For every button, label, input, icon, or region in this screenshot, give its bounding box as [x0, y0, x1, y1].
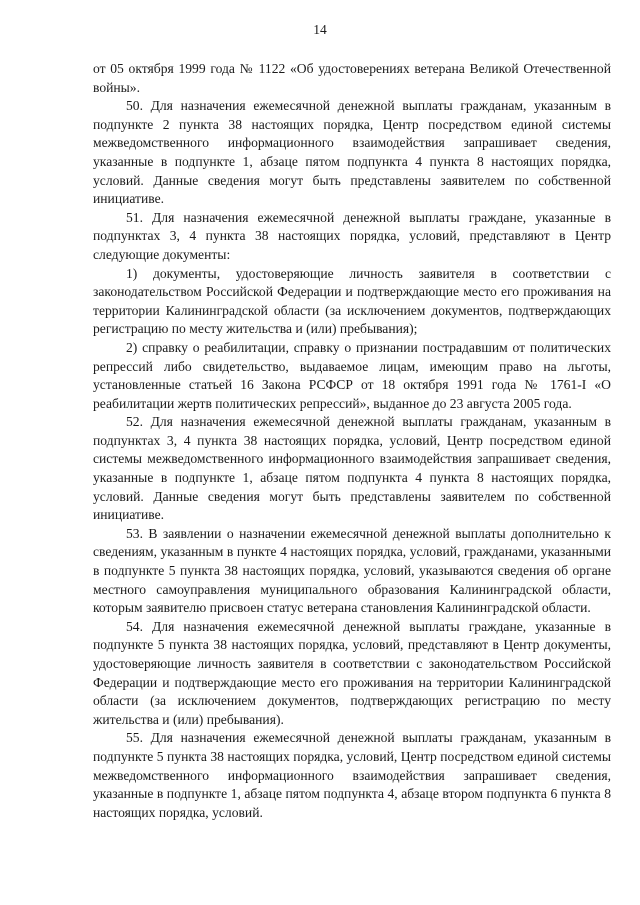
- paragraph-51: 51. Для назначения ежемесячной денежной выплаты граждане, указанные в подпунктах 3, 4 пункта 38 настоящих порядка, условий, представляют в Центр следующие документы:: [93, 209, 611, 262]
- page-number: 14: [313, 22, 327, 37]
- paragraph-50: 50. Для назначения ежемесячной денежной выплаты гражданам, указанным в подпункте 2 пункта 38 настоящих порядка, Центр посредством единой системы межведомственного информационного взаимодействия запрашивает сведения, указанные в подпункте 1, абзаце пятом подпункта 4 пункта 8 настоящих порядка, условий. Данные сведения могут быть представлены заявителем по собственной инициативе.: [93, 98, 611, 207]
- paragraph-55: 55. Для назначения ежемесячной денежной выплаты гражданам, указанным в подпункте 5 пункта 38 настоящих порядка, условий, Центр посредством единой системы межведомственного информационного взаимодействия запрашивает сведения, указанные в подпункте 1, абзаце пятом подпункта 4, абзаце втором подпункта 6 пункта 8 настоящих порядка, условий.: [93, 730, 611, 820]
- paragraph-51-item-1: 1) документы, удостоверяющие личность заявителя в соответствии с законодательством Российской Федерации и подтверждающие место его проживания на территории Калининградской области (за исключением документов, подтверждающих регистрацию по месту жительства и (или) пребывания);: [93, 265, 611, 337]
- paragraph-53: 53. В заявлении о назначении ежемесячной денежной выплаты дополнительно к сведениям, указанным в пункте 4 настоящих порядка, условий, гражданами, указанными в подпункте 5 пункта 38 настоящих порядка, условий, указываются сведения об органе местного самоуправления муниципального образования Калининградской области, которым заявителю присвоен статус ветерана становления Калининградской области.: [93, 525, 611, 616]
- paragraph-51-item-2: 2) справку о реабилитации, справку о признании пострадавшим от политических репрессий либо свидетельство, выдаваемое лицам, имеющим право на льготы, установленные статьей 16 Закона РСФСР от 18 октября 1991 года № 1761-I «О реабилитации жертв политических репрессий», выданное до 23 августа 2005 года.: [93, 339, 611, 411]
- document-body: [93, 60, 611, 822]
- paragraph-54: 54. Для назначения ежемесячной денежной выплаты граждане, указанные в подпункте 5 пункта 38 настоящих порядка, условий, представляют в Центр документы, удостоверяющие личность заявителя в соответствии с законодательством Российской Федерации и подтверждающие место его проживания на территории Калининградской области (за исключением документов, подтверждающих регистрацию по месту жительства и (или) пребывания).: [93, 618, 611, 727]
- paragraph-continuation: от 05 октября 1999 года № 1122 «Об удостоверениях ветерана Великой Отечественной войны».: [93, 61, 611, 95]
- paragraph-52: 52. Для назначения ежемесячной денежной выплаты гражданам, указанным в подпунктах 3, 4 пункта 38 настоящих порядка, условий, Центр посредством единой системы межведомственного информационного взаимодействия запрашивает сведения, указанные в подпункте 1, абзаце пятом подпункта 4 пункта 8 настоящих порядка, условий. Данные сведения могут быть представлены заявителем по собственной инициативе.: [93, 414, 611, 523]
